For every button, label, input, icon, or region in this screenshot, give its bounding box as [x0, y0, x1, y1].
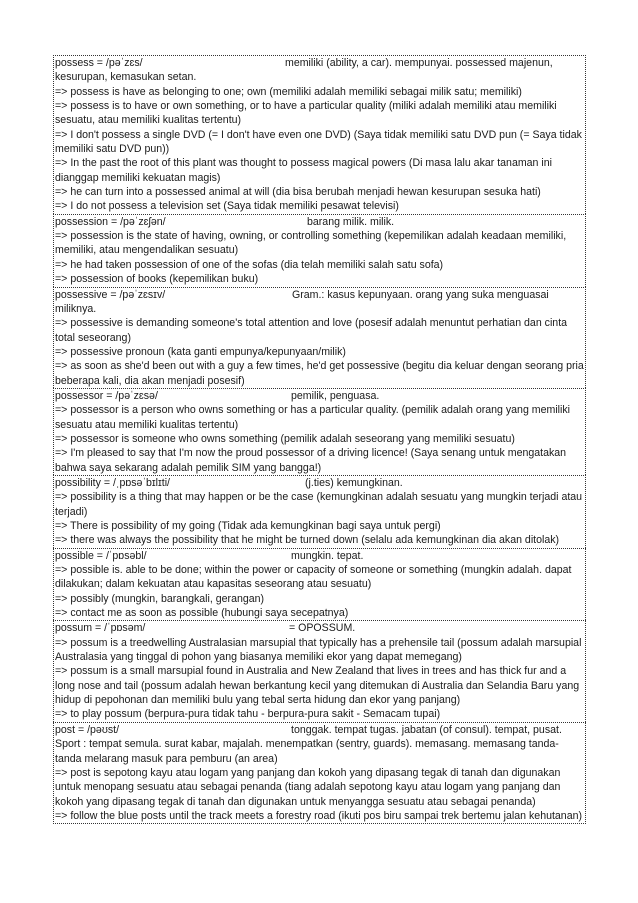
example-line: => possess is have as belonging to one; own (memiliki adalah memiliki sebagai milik satu; memiliki) [55, 85, 522, 98]
example-line: => possessor is someone who owns something (pemilik adalah seseorang yang memiliki sesuatu) [55, 432, 515, 445]
entry-headline [55, 389, 585, 403]
example-line: => possible is. able to be done; within the power or capacity of someone or something (mungkin adalah. dapat dilakukan; dalam kekuatan atau kapasitas seseorang atau sesuatu) [55, 564, 572, 591]
entry-gloss: tonggak. tempat tugas. jabatan (of consul). tempat, pusat. [291, 723, 562, 736]
example-line: => possessor is a person who owns something or has a particular quality. (pemilik adalah orang yang memiliki sesuatu atau memiliki kualitas tertentu) [55, 404, 571, 431]
entry-term: possess = /pəˈzɛs/ [55, 57, 143, 69]
example-line: => possum is a small marsupial found in Australia and New Zealand that lives in trees and has thick fur and a long nose and tail (possum adalah hewan berkantung kecil yang ditemukan di Australia dan Selandia Baru yang hidup di pepohonan dan memiliki bulu yang tebal serta hidung dan ekor yang panjang) [55, 665, 580, 707]
example-line: => possum is a treedwelling Australasian marsupial that typically has a prehensile tail (possum adalah marsupial Australasia yang tinggal di pohon yang biasanya memiliki ekor yang dapat memegang) [55, 636, 582, 664]
example-line: => to play possum (berpura-pura tidak tahu - berpura-pura sakit - Semacam tupai) [55, 708, 441, 721]
example-line: => I'm pleased to say that I'm now the proud possessor of a driving licence! (Saya senang untuk mengatakan bahwa saya sekarang adalah pemilik SIM yang bangga!) [55, 447, 567, 474]
entry-gloss: Gram.: kasus kepunyaan. orang yang suka menguasai [292, 288, 549, 301]
entry-term: possible = /ˈpɒsəbl/ [55, 549, 147, 562]
example-line: => I do not possess a television set (Saya tidak memiliki pesawat televisi) [55, 200, 399, 213]
entry-gloss: barang milik. milik. [307, 215, 395, 228]
example-line: => There is possibility of my going (Tidak ada kemungkinan bagi saya untuk pergi) [55, 520, 441, 532]
entry-headline [55, 723, 585, 737]
entry-term: post = /pəʊst/ [55, 723, 120, 736]
entry-gloss: = OPOSSUM. [289, 622, 356, 635]
entry-gloss-continued: kesurupan, kemasukan setan. [55, 71, 197, 84]
entry-headline [55, 288, 585, 302]
entry-gloss: memiliki (ability, a car). mempunyai. possessed majenun, [285, 57, 553, 69]
example-line: => possibility is a thing that may happen or be the case (kemungkinan adalah sesuatu yang mungkin terjadi atau terjadi) [55, 491, 583, 518]
entry-possessive [53, 287, 586, 388]
example-line: => possession of books (kepemilikan buku) [55, 273, 259, 286]
example-line: => contact me as soon as possible (hubungi saya secepatnya) [55, 607, 349, 620]
entry-headline [55, 56, 585, 70]
entry-term: possibility = /ˌpɒsəˈbɪlɪti/ [55, 476, 170, 489]
entry-gloss: pemilik, penguasa. [291, 389, 380, 402]
example-line: => I don't possess a single DVD (= I don't have even one DVD) (Saya tidak memiliki satu DVD pun (= Saya tidak memiliki satu DVD pun)) [55, 128, 582, 156]
example-line: => as soon as she'd been out with a guy a few times, he'd get possessive (begitu dia keluar dengan seorang pria beberapa kali, dia akan menjadi posesif) [55, 360, 584, 387]
entry-term: possum = /ˈpɒsəm/ [55, 622, 146, 635]
entry-possibility [53, 475, 586, 548]
example-line: => he had taken possession of one of the sofas (dia telah memiliki salah satu sofa) [55, 258, 444, 271]
entry-headline [55, 215, 585, 229]
entry-possess [53, 55, 586, 214]
entry-term: possessive = /pəˈzɛsɪv/ [55, 288, 166, 301]
entry-headline [55, 621, 585, 635]
example-line: => In the past the root of this plant was thought to possess magical powers (Di masa lalu akar tanaman ini dianggap memiliki kekuatan magis) [55, 157, 552, 184]
example-line: => follow the blue posts until the track meets a forestry road (ikuti pos biru sampai trek bertemu jalan kehutanan) [55, 809, 583, 822]
entry-possible [53, 548, 586, 621]
entry-possession [53, 214, 586, 287]
entry-term: possessor = /pəˈzɛsə/ [55, 389, 158, 402]
example-line: => post is sepotong kayu atau logam yang panjang dan kokoh yang dipasang tegak di tanah dan digunakan untuk menopang sesuatu atau sebagai penanda (tiang adalah sepotong kayu atau logam yang panjang dan kokoh yang dipasang tegak di tanah dan digunakan untuk menyangga sesuatu atau sebagai penanda) [55, 766, 561, 808]
entry-headline [55, 476, 585, 490]
entry-term: possession = /pəˈzɛʃən/ [55, 215, 166, 228]
example-line: => there was always the possibility that he might be turned down (selalu ada kemungkinan dia akan ditolak) [55, 534, 560, 547]
entry-gloss: (j.ties) kemungkinan. [305, 476, 403, 489]
entry-post [53, 722, 586, 824]
entry-possum [53, 620, 586, 721]
entry-gloss-continued: miliknya. [55, 302, 97, 315]
entry-gloss: mungkin. tepat. [291, 549, 364, 562]
example-line: => possessive is demanding someone's total attention and love (posesif adalah menuntut perhatian dan cinta total seseorang) [55, 317, 568, 344]
dictionary-page [53, 55, 586, 824]
example-line: => possibly (mungkin, barangkali, gerangan) [55, 592, 265, 605]
example-line: => possession is the state of having, owning, or controlling something (kepemilikan adalah keadaan memiliki, memiliki, atau mengendalikan sesuatu) [55, 230, 567, 257]
example-line: => he can turn into a possessed animal at will (dia bisa berubah menjadi hewan kesurupan sesuka hati) [55, 186, 541, 199]
entry-headline [55, 549, 585, 563]
entry-possessor [53, 388, 586, 475]
example-line: => possessive pronoun (kata ganti empunya/kepunyaan/milik) [55, 345, 346, 358]
entry-gloss-continued: Sport : tempat semula. surat kabar, majalah. menempatkan (sentry, guards). memasang. memasang tanda-tanda melarang masuk para pemburu (an area) [55, 738, 559, 765]
example-line: => possess is to have or own something, or to have a particular quality (miliki adalah memiliki atau memiliki sesuatu, atau memiliki kualitas tertentu) [55, 100, 557, 127]
